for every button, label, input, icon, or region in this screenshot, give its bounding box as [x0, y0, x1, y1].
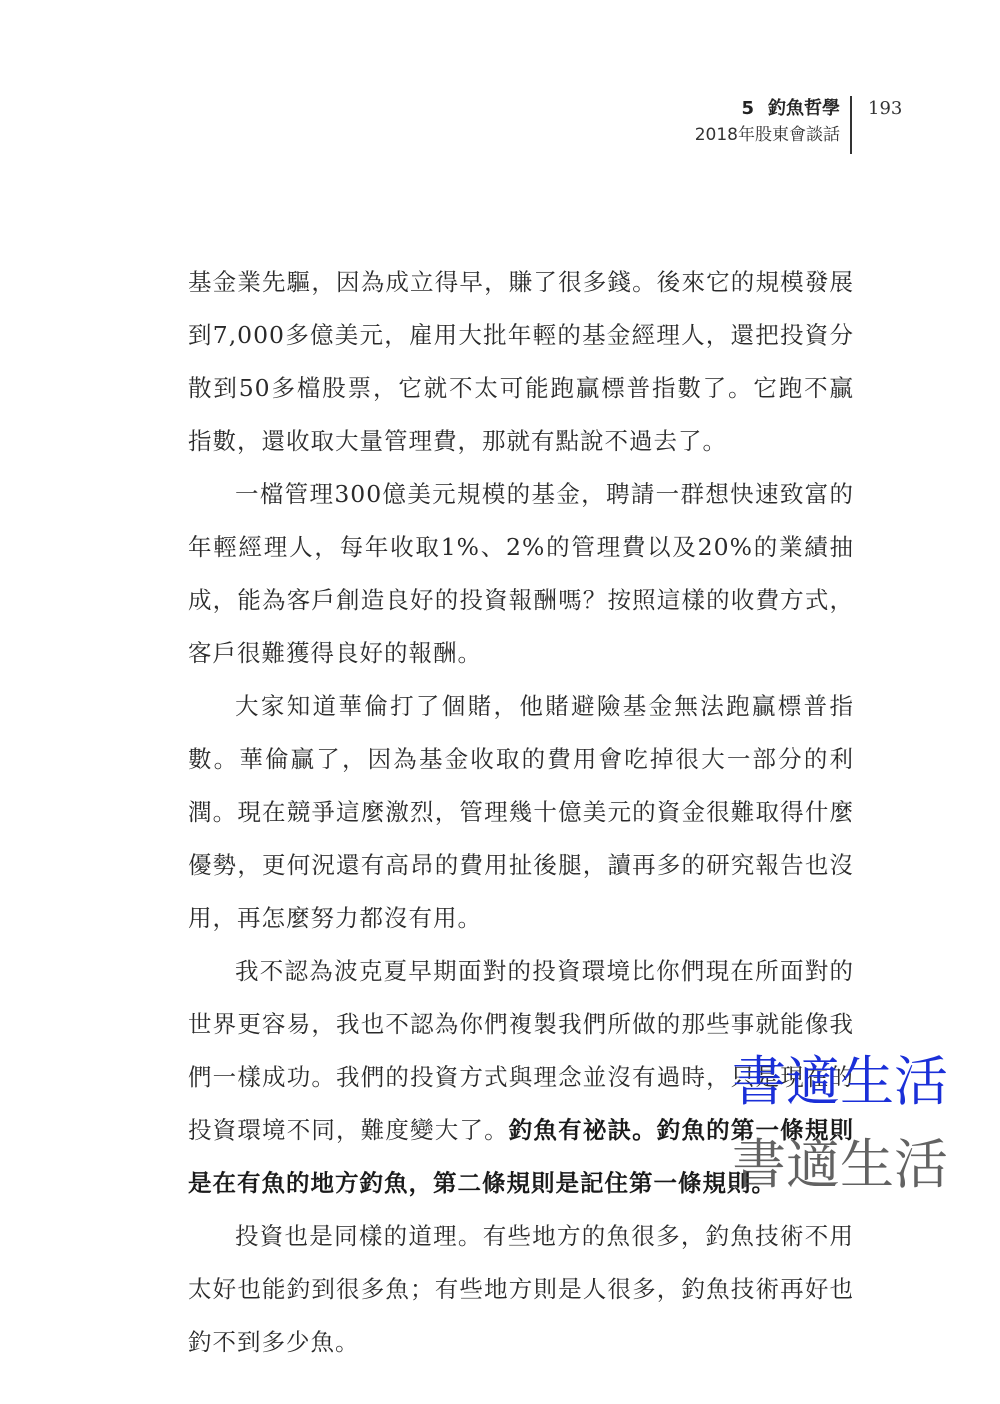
chapter-heading — [695, 96, 840, 122]
page-number: 193 — [868, 98, 903, 119]
section-subtitle: 2018年股東會談話 — [694, 125, 840, 145]
paragraph-5: 投資也是同樣的道理。有些地方的魚很多，釣魚技術不用太好也能釣到很多魚；有些地方則是人很多，釣魚技術再好也釣不到多少魚。 — [188, 1222, 854, 1356]
watermark: 書適生活 — [732, 1050, 948, 1113]
chapter-number: 5 — [741, 98, 754, 119]
paragraph-4-emphasis: 釣魚有祕訣。釣魚的第一條規則是在有魚的地方釣魚，第二條規則是記住第一條規則。 — [188, 1116, 854, 1197]
header-divider — [850, 96, 852, 154]
header-titles — [695, 96, 840, 148]
running-header — [560, 96, 920, 156]
paragraph-4-text: 我不認為波克夏早期面對的投資環境比你們現在所面對的世界更容易，我也不認為你們複製我們所做的那些事就能像我們一樣成功。我們的投資方式與理念並沒有過時，只是現在的投資環境不同，難度變大了。 — [188, 957, 854, 1144]
watermark-ghost: 書適生活 — [732, 1133, 948, 1196]
paragraph-3: 大家知道華倫打了個賭，他賭避險基金無法跑贏標普指數。華倫贏了，因為基金收取的費用會吃掉很大一部分的利潤。現在競爭這麼激烈，管理幾十億美元的資金很難取得什麼優勢，更何況還有高昂的費用扯後腿，讀再多的研究報告也沒用，再怎麼努力都沒有用。 — [188, 692, 854, 932]
paragraph-1: 基金業先驅，因為成立得早，賺了很多錢。後來它的規模發展到7,000多億美元，雇用大批年輕的基金經理人，還把投資分散到50多檔股票，它就不太可能跑贏標普指數了。它跑不贏指數，還收取大量管理費，那就有點說不過去了。 — [188, 268, 854, 455]
page-body — [188, 256, 854, 1369]
paragraph-2: 一檔管理300億美元規模的基金，聘請一群想快速致富的年輕經理人，每年收取1%、2%的管理費以及20%的業績抽成，能為客戶創造良好的投資報酬嗎？按照這樣的收費方式，客戶很難獲得良好的報酬。 — [188, 480, 854, 667]
chapter-title: 釣魚哲學 — [768, 98, 840, 119]
